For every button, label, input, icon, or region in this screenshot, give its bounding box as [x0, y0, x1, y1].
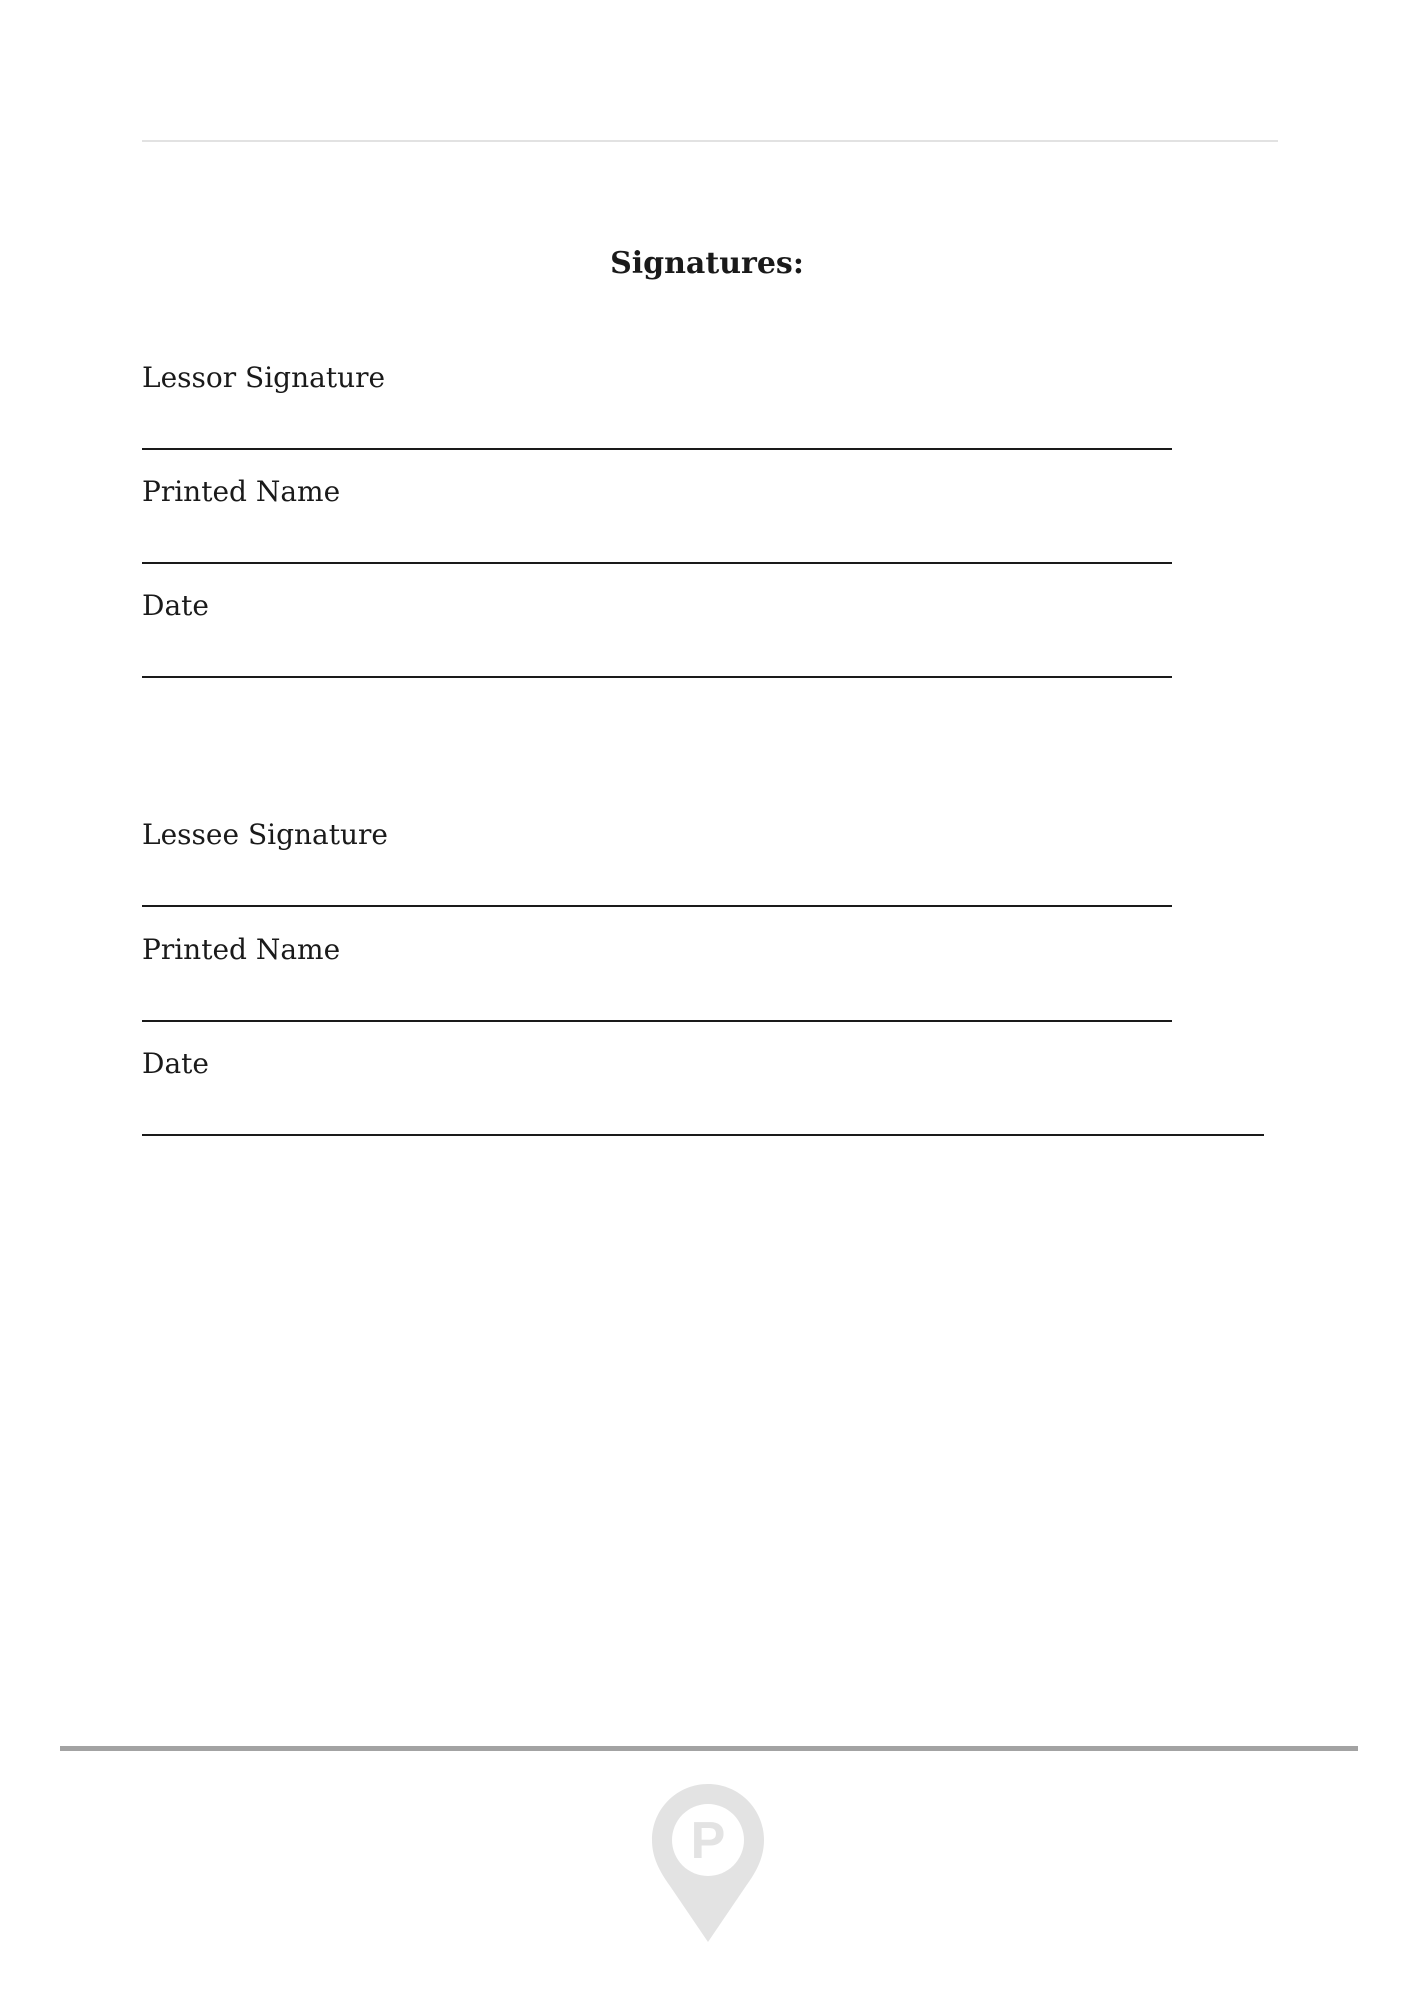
- lessor-printed-name-line[interactable]: [142, 562, 1172, 564]
- lessee-printed-name-label: Printed Name: [142, 933, 341, 966]
- lessor-signature-label: Lessor Signature: [142, 361, 386, 394]
- header-divider: [142, 140, 1278, 142]
- lessee-signature-line[interactable]: [142, 905, 1172, 907]
- lessee-printed-name-line[interactable]: [142, 1020, 1172, 1022]
- lessee-signature-label: Lessee Signature: [142, 818, 388, 851]
- lessor-signature-line[interactable]: [142, 448, 1172, 450]
- lessee-date-line[interactable]: [142, 1134, 1264, 1136]
- lessor-date-label: Date: [142, 589, 209, 622]
- lessee-date-label: Date: [142, 1047, 209, 1080]
- page-title: Signatures:: [610, 246, 804, 281]
- map-pin-p-icon: [650, 1782, 766, 1944]
- lessor-printed-name-label: Printed Name: [142, 475, 341, 508]
- logo-letter: P: [690, 1812, 726, 1870]
- footer-divider: [60, 1746, 1358, 1751]
- lessor-date-line[interactable]: [142, 676, 1172, 678]
